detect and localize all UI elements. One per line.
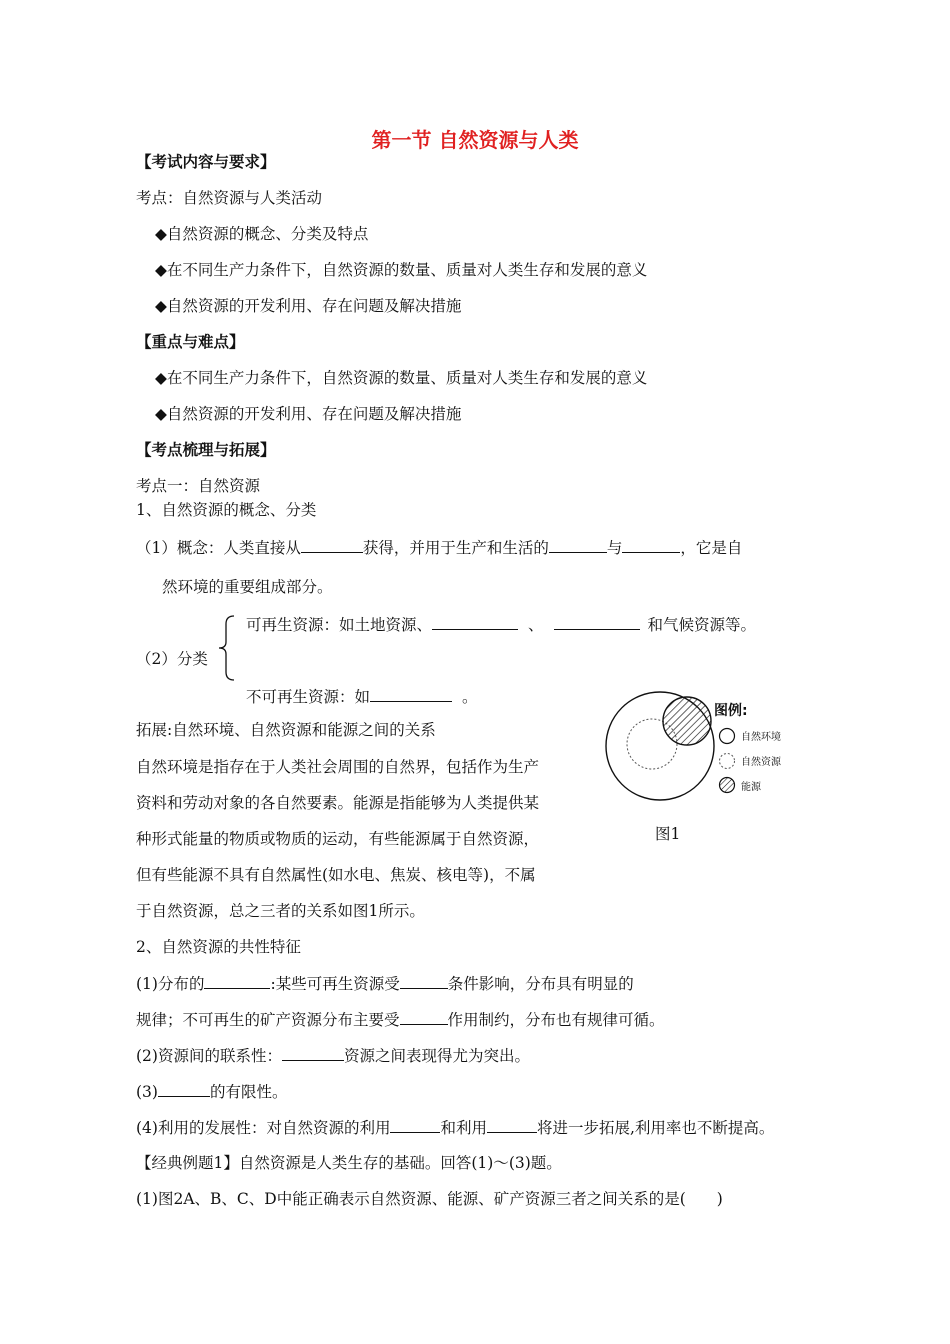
feature1-continuation (136, 1009, 665, 1030)
answer-blank[interactable] (158, 1081, 210, 1097)
concept-continuation: 然环境的重要组成部分。 (162, 578, 333, 596)
legend-resources-swatch (720, 754, 735, 769)
concept-text: ，它是自 (680, 539, 743, 557)
requirements-heading: 【考试内容与要求】 (136, 153, 276, 171)
answer-blank[interactable] (204, 973, 270, 989)
concept-text: 与 (606, 539, 623, 557)
key-item: ◆在不同生产力条件下，自然资源的数量、质量对人类生存和发展的意义 (155, 369, 648, 387)
answer-blank[interactable] (301, 537, 363, 553)
energy-circle (663, 697, 711, 745)
renewable-text: 、 (528, 616, 544, 634)
answer-blank[interactable] (400, 973, 448, 989)
answer-blank[interactable] (400, 1009, 448, 1025)
features-title: 2、自然资源的共性特征 (136, 938, 301, 956)
key-item: ◆自然资源的开发利用、存在问题及解决措施 (155, 405, 462, 423)
brace-icon (216, 614, 238, 682)
feature-text: 的有限性。 (209, 1083, 288, 1101)
feature-text: 规律；不可再生的矿产资源分布主要受 (136, 1011, 400, 1029)
feature-text: (3) (136, 1083, 158, 1101)
answer-blank[interactable] (487, 1117, 537, 1133)
answer-blank[interactable] (390, 1117, 440, 1133)
feature3-line (136, 1081, 287, 1102)
nonrenewable-line (246, 686, 478, 707)
renewable-text: 可再生资源：如土地资源、 (246, 616, 433, 634)
feature-text: (2)资源间的联系性： (136, 1047, 282, 1065)
requirement-item: ◆自然资源的开发利用、存在问题及解决措施 (155, 297, 462, 315)
legend-energy-swatch (720, 778, 735, 793)
classify-label: （2）分类 (136, 650, 208, 668)
kaodian-intro: 考点：自然资源与人类活动 (136, 189, 323, 207)
concept-text: （1）概念：人类直接从 (136, 539, 301, 557)
nonrenewable-text: 。 (462, 688, 478, 706)
extension-title: 拓展:自然环境、自然资源和能源之间的关系 (136, 721, 436, 739)
legend-label: 自然资源 (741, 757, 781, 768)
figure1-diagram (600, 690, 800, 805)
answer-blank[interactable] (282, 1045, 344, 1061)
example-question: (1)图2A、B、C、D中能正确表示自然资源、能源、矿产资源三者之间关系的是( ) (136, 1190, 723, 1208)
feature-text: 资源之间表现得尤为突出。 (343, 1047, 530, 1065)
answer-blank[interactable] (370, 686, 452, 702)
feature-text: 作用制约，分布也有规律可循。 (447, 1011, 665, 1029)
legend-title: 图例: (714, 703, 748, 719)
example-intro: 【经典例题1】自然资源是人类生存的基础。回答(1)～(3)题。 (136, 1154, 562, 1172)
extension-line: 自然环境是指存在于人类社会周围的自然界，包括作为生产 (136, 758, 540, 776)
kaodian1-title: 考点一：自然资源 (136, 477, 261, 495)
renewable-line (246, 614, 756, 635)
extension-line: 但有些能源不具有自然属性(如水电、焦炭、核电等)，不属 (136, 866, 536, 884)
concept-subtitle: 1、自然资源的概念、分类 (136, 501, 317, 519)
requirement-item: ◆在不同生产力条件下，自然资源的数量、质量对人类生存和发展的意义 (155, 261, 648, 279)
review-heading: 【考点梳理与拓展】 (136, 441, 276, 459)
feature1-line (136, 973, 634, 994)
answer-blank[interactable] (622, 537, 680, 553)
answer-blank[interactable] (432, 614, 518, 630)
feature2-line (136, 1045, 530, 1066)
feature-text: 将进一步拓展,利用率也不断提高。 (536, 1119, 775, 1137)
legend-label: 能源 (741, 782, 761, 793)
answer-blank[interactable] (554, 614, 640, 630)
page-title: 第一节 自然资源与人类 (371, 128, 579, 152)
feature-text: (1)分布的 (136, 975, 205, 993)
concept-line (136, 537, 742, 558)
feature-text: 条件影响，分布具有明显的 (447, 975, 634, 993)
feature4-line (136, 1117, 774, 1138)
feature-text: (4)利用的发展性：对自然资源的利用 (136, 1119, 391, 1137)
extension-line: 资料和劳动对象的各自然要素。能源是指能够为人类提供某 (136, 794, 540, 812)
concept-text: 获得，并用于生产和生活的 (362, 539, 549, 557)
legend-label: 自然环境 (741, 732, 781, 743)
extension-line: 种形式能量的物质或物质的运动，有些能源属于自然资源， (136, 830, 540, 848)
requirement-item: ◆自然资源的概念、分类及特点 (155, 225, 369, 243)
renewable-text: 和气候资源等。 (647, 616, 757, 634)
feature-text: :某些可再生资源受 (270, 975, 400, 993)
legend-environment-swatch (720, 729, 735, 744)
extension-line: 于自然资源，总之三者的关系如图1所示。 (136, 902, 425, 920)
answer-blank[interactable] (549, 537, 607, 553)
figure1-caption: 图1 (655, 825, 681, 843)
key-heading: 【重点与难点】 (136, 333, 245, 351)
feature-text: 和利用 (440, 1119, 487, 1137)
nonrenewable-text: 不可再生资源：如 (246, 688, 371, 706)
